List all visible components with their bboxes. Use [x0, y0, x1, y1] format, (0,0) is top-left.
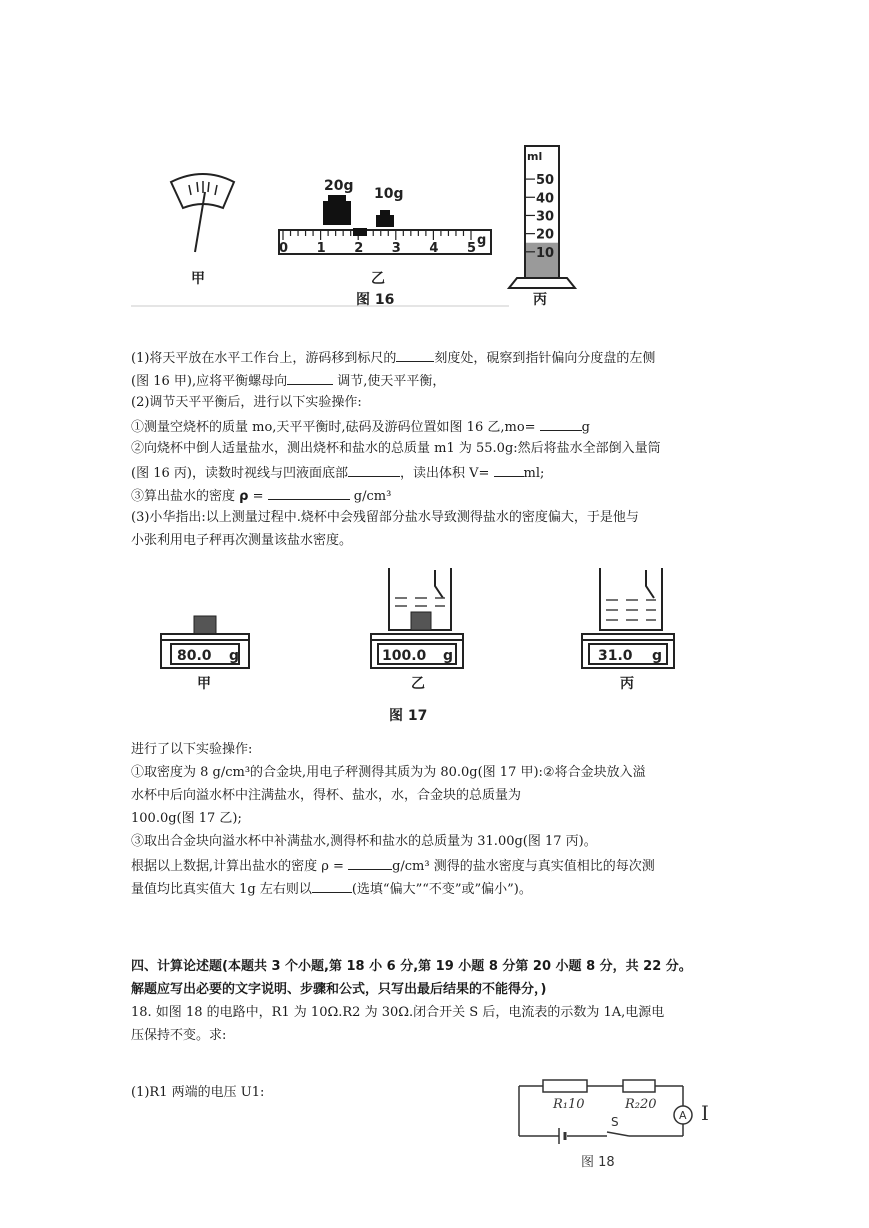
q-line-1: (1)将天平放在水平工作台上，游码移到标尺的 刻度处，硯察到指针偏向分度盘的左侧	[131, 347, 655, 369]
ruler-tick-label: 1	[316, 241, 326, 256]
ruler-unit: g	[477, 233, 487, 248]
fig16-label-jia: 甲	[191, 271, 205, 287]
ruler-tick-label: 4	[429, 241, 439, 256]
scale-yi	[371, 568, 463, 724]
q3-line-7: 量值均比真实值大 1g 左右则以 (选填“偏大”“不变”或”偏小”)。	[131, 878, 532, 900]
q18-line-2: 压保持不变。求:	[131, 1028, 227, 1043]
svg-text:10g: 10g	[374, 186, 404, 202]
answer-blank-density2[interactable]	[348, 855, 392, 870]
cylinder-tick-label: 50	[536, 173, 555, 189]
resistor-r1	[543, 1080, 587, 1092]
answer-blank-density[interactable]	[268, 485, 350, 500]
current-label: I	[701, 1101, 709, 1125]
q-line-7: ③算出盐水的密度 ρ = g/cm³	[131, 485, 391, 507]
q18-line-1: 18. 如图 18 的电路中，R1 为 10Ω.R2 为 30Ω.闭合开关 S 后，电流表的示数为 1A,电源电	[131, 1005, 665, 1020]
scale-jia	[161, 616, 249, 692]
fig17-caption: 图 17	[389, 708, 428, 724]
q3-line-4: 100.0g(图 17 乙);	[131, 811, 242, 826]
scale-bing	[560, 558, 680, 708]
switch-label: S	[611, 1115, 619, 1129]
fig17-label-yi: 乙	[411, 676, 425, 692]
answer-blank-m0[interactable]	[540, 416, 582, 431]
answer-blank-zero-mark[interactable]	[396, 347, 434, 362]
fig16-label-bing: 丙	[533, 292, 547, 308]
figure-18-circuit	[505, 1064, 725, 1174]
section4-heading-1: 四、计算论述题(本题共 3 个小题,第 18 小 6 分,第 19 小题 8 分第 20 小题 8 分，共 22 分。	[131, 959, 692, 974]
ruler-tick-label: 5	[467, 241, 477, 256]
cylinder-tick-label: 20	[536, 227, 555, 243]
weight-20g	[323, 178, 354, 225]
q3-line-1: 进行了以下实验操作:	[131, 742, 253, 757]
svg-text:20g: 20g	[324, 178, 354, 194]
svg-text:A: A	[679, 1109, 687, 1122]
q3-line-5: ③取出合金块向溢水杯中补满盐水,测得杯和盐水的总质量为 31.00g(图 17 丙)。	[131, 834, 597, 849]
ruler-tick-label: 3	[391, 241, 401, 256]
scale-reading-yi: 100.0	[382, 648, 427, 664]
answer-blank-volume[interactable]	[494, 462, 524, 477]
q3-line-2: ①取密度为 8 g/cm³的合金块,用电子秤测得其质为为 80.0g(图 17 甲):②将合金块放入溢	[131, 765, 646, 780]
q3-line-3: 水杯中后向溢水杯中注满盐水，得杯、盐水，水，合金块的总质量为	[131, 788, 522, 803]
fig16-label-yi: 乙	[371, 271, 385, 287]
fig17-label-bing: 丙	[620, 676, 634, 692]
q18-sub-1: (1)R1 两端的电压 U1:	[131, 1085, 265, 1100]
svg-text:g: g	[443, 648, 454, 664]
svg-text:g: g	[652, 648, 663, 664]
measuring-cylinder-bing	[505, 140, 585, 310]
fig17-label-jia: 甲	[197, 676, 211, 692]
q3-line-6: 根据以上数据,计算出盐水的密度 ρ = g/cm³ 测得的盐水密度与真实值相比的每次测	[131, 855, 655, 877]
scale-reading-bing: 31.0	[598, 648, 633, 664]
cylinder-tick-label: 30	[536, 209, 555, 225]
q-line-8: (3)小华指出:以上测量过程中.烧杯中会残留部分盐水导致测得盐水的密度偏大，于是他与	[131, 510, 639, 525]
q-line-9: 小张利用电子秤再次测量该盐水密度。	[131, 533, 353, 548]
answer-blank-bias[interactable]	[312, 878, 352, 893]
r1-label: R₁10	[553, 1097, 585, 1112]
figure-17	[131, 558, 581, 728]
cylinder-tick-label: 40	[536, 191, 555, 207]
answer-blank-sightline[interactable]	[348, 462, 400, 477]
fig18-caption: 图 18	[581, 1155, 615, 1170]
q-line-6: (图 16 丙)，读数时视线与凹液面底部 ，读出体积 V= ml;	[131, 462, 544, 484]
svg-text:g: g	[229, 648, 240, 664]
section4-heading-2: 解题应写出必要的文字说明、步骤和公式，只写出最后结果的不能得分，)	[131, 982, 547, 997]
r2-label: R₂20	[625, 1097, 657, 1112]
cylinder-unit: ml	[527, 150, 543, 163]
answer-blank-direction[interactable]	[287, 370, 333, 385]
q-line-3: (2)调节天平平衡后，进行以下实验操作:	[131, 395, 362, 410]
ruler-tick-label: 0	[279, 241, 289, 256]
resistor-r2	[623, 1080, 655, 1092]
q-line-4: ①测量空烧杯的质量 mo,天平平衡时,砝码及游码位置如图 16 乙,mo= g	[131, 416, 590, 438]
q-line-2: (图 16 甲),应将平衡螺母向 调节,使天平平衡，	[131, 370, 445, 392]
ruler-tick-label: 2	[354, 241, 364, 256]
q-line-5: ②向烧杯中倒人适量盐水，测出烧杯和盐水的总质量 m1 为 55.0g:然后将盐水全部倒入量筒	[131, 441, 661, 456]
fig16-caption: 图 16	[356, 292, 395, 308]
cylinder-tick-label: 10	[536, 245, 555, 261]
scale-reading-jia: 80.0	[177, 648, 212, 664]
